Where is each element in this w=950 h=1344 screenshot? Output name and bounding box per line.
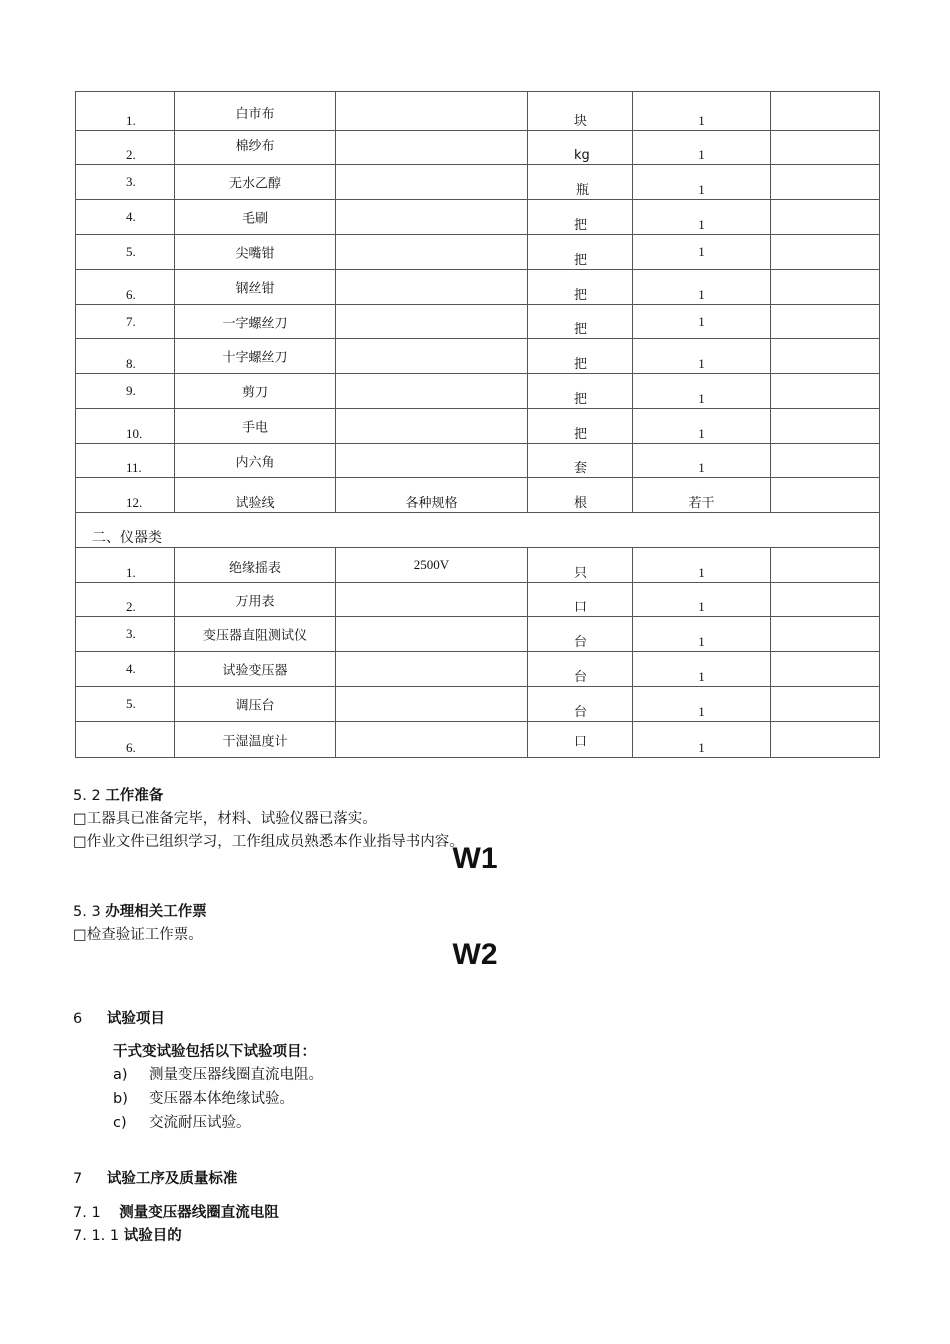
table-row — [76, 444, 880, 478]
item-unit: 台 — [574, 670, 588, 685]
item-name: 试验线 — [235, 496, 275, 511]
section-number: 5. 2 — [73, 788, 101, 804]
item-qty: 1 — [698, 565, 705, 580]
item-unit: 台 — [574, 705, 588, 720]
item-qty: 1 — [698, 391, 705, 406]
section-title: 二、仪器类 — [92, 530, 162, 546]
item-qty: 1 — [698, 669, 705, 684]
item-unit: 根 — [574, 496, 588, 511]
section-title: 办理相关工作票 — [105, 904, 207, 920]
item-qty: 1 — [698, 460, 705, 475]
section-title: 试验项目 — [106, 1011, 165, 1027]
section-heading-7 — [73, 1167, 237, 1188]
row-number: 1. — [126, 113, 136, 128]
table-section-row — [76, 513, 880, 548]
list-item — [113, 1087, 294, 1108]
test-items-intro: 干式变试验包括以下试验项目： — [113, 1044, 316, 1060]
section-title: 测量变压器线圈直流电阻 — [119, 1205, 279, 1221]
table-row — [76, 235, 880, 270]
row-number: 6. — [126, 287, 136, 302]
row-number: 9. — [126, 383, 136, 398]
section-heading-6 — [73, 1007, 165, 1028]
item-name: 毛刷 — [241, 211, 268, 227]
item-spec: 2500V — [413, 557, 450, 572]
checklist-item: □检查验证工作票。 — [73, 927, 203, 943]
item-qty: 1 — [698, 634, 705, 649]
row-number: 2. — [126, 599, 136, 614]
table-row — [76, 652, 880, 687]
row-number: 4. — [126, 209, 136, 224]
item-qty: 1 — [698, 217, 705, 232]
item-name: 棉纱布 — [235, 139, 275, 154]
list-text: 交流耐压试验。 — [149, 1115, 251, 1131]
item-name: 无水乙醇 — [228, 176, 281, 192]
checklist-item: □工器具已准备完毕，材料、试验仪器已落实。 — [73, 811, 377, 827]
list-item — [113, 1111, 251, 1132]
section-title: 试验目的 — [123, 1228, 182, 1244]
item-name: 变压器直阻测试仪 — [202, 628, 307, 644]
item-name: 绝缘摇表 — [228, 561, 281, 576]
witness-point-marker: W2 — [452, 938, 498, 971]
section-number: 7. 1 — [73, 1205, 101, 1221]
item-unit: 把 — [574, 427, 588, 442]
section-heading-7-1-1 — [73, 1224, 182, 1245]
list-item — [113, 1063, 323, 1084]
item-unit: 台 — [574, 635, 588, 650]
section-heading-7-1 — [73, 1201, 279, 1222]
section-title: 工作准备 — [105, 788, 164, 804]
item-name: 白市布 — [235, 107, 275, 122]
item-qty: 1 — [698, 313, 705, 329]
row-number: 10. — [126, 426, 143, 441]
section-title: 试验工序及质量标准 — [106, 1171, 238, 1187]
item-name: 一字螺丝刀 — [222, 316, 288, 331]
item-name: 万用表 — [235, 594, 275, 609]
item-name: 十字螺丝刀 — [222, 350, 288, 366]
list-text: 测量变压器线圈直流电阻。 — [149, 1067, 323, 1083]
row-number: 7. — [126, 313, 136, 329]
item-qty: 1 — [698, 287, 705, 302]
table-row — [76, 270, 880, 305]
list-label: b) — [113, 1091, 128, 1107]
tools-table — [75, 91, 880, 758]
item-name: 干湿温度计 — [222, 734, 288, 749]
list-text: 变压器本体绝缘试验。 — [149, 1091, 294, 1107]
item-name: 调压台 — [235, 698, 275, 714]
row-number: 11. — [126, 460, 142, 475]
list-label: a) — [113, 1067, 128, 1083]
section-number: 7. 1. 1 — [73, 1228, 120, 1244]
table-row — [76, 409, 880, 444]
item-qty: 1 — [698, 244, 705, 259]
witness-point-marker: W1 — [452, 842, 498, 875]
item-unit: 把 — [574, 322, 588, 337]
item-unit: 瓶 — [576, 183, 590, 198]
row-number: 3. — [126, 626, 136, 641]
list-label: c) — [113, 1115, 127, 1131]
row-number: 12. — [126, 495, 143, 510]
checklist-item: □作业文件已组织学习，工作组成员熟悉本作业指导书内容。 — [73, 834, 464, 850]
table-row — [76, 165, 880, 200]
item-qty: 1 — [698, 182, 705, 197]
row-number: 5. — [126, 696, 136, 711]
item-qty: 1 — [698, 740, 705, 755]
item-name: 手电 — [241, 420, 268, 436]
row-number: 5. — [126, 244, 136, 259]
item-unit: 套 — [574, 461, 588, 476]
row-number: 6. — [126, 740, 136, 755]
item-unit: 口 — [574, 600, 588, 615]
item-unit: 把 — [574, 357, 588, 372]
row-number: 4. — [126, 661, 136, 676]
item-qty: 1 — [698, 704, 705, 719]
row-number: 8. — [126, 356, 136, 371]
table-row — [76, 617, 880, 652]
table-row — [76, 687, 880, 722]
item-unit: 口 — [574, 734, 588, 749]
table-row — [76, 200, 880, 235]
row-number: 1. — [126, 565, 136, 580]
table-row — [76, 131, 880, 165]
section-heading-5-2 — [73, 784, 163, 805]
item-qty: 1 — [698, 599, 705, 614]
table-row — [76, 92, 880, 131]
section-number: 6 — [73, 1011, 83, 1027]
item-unit: 把 — [574, 392, 588, 407]
table-row — [76, 722, 880, 758]
section-heading-5-3 — [73, 900, 207, 921]
table-row — [76, 374, 880, 409]
table-row — [76, 583, 880, 617]
row-number: 3. — [126, 174, 136, 189]
table-row — [76, 478, 880, 513]
item-unit: 把 — [574, 218, 588, 233]
table-row — [76, 305, 880, 339]
item-unit: 块 — [574, 114, 588, 129]
item-unit: 把 — [574, 253, 588, 268]
item-name: 试验变压器 — [222, 663, 288, 679]
item-unit: 把 — [574, 288, 588, 303]
item-qty: 1 — [698, 147, 705, 162]
item-name: 剪刀 — [241, 385, 268, 401]
table-row — [76, 339, 880, 374]
row-number: 2. — [126, 147, 136, 162]
item-spec: 各种规格 — [405, 496, 458, 511]
section-number: 7 — [73, 1171, 83, 1187]
item-unit: kg — [574, 148, 590, 163]
item-qty: 1 — [698, 356, 705, 371]
item-name: 内六角 — [235, 455, 275, 470]
table-row — [76, 548, 880, 583]
item-qty: 1 — [698, 113, 705, 128]
item-name: 尖嘴钳 — [235, 246, 275, 262]
item-name: 钢丝钳 — [235, 281, 275, 297]
item-qty: 1 — [698, 426, 705, 441]
item-qty: 若干 — [688, 496, 715, 511]
section-number: 5. 3 — [73, 904, 101, 920]
item-unit: 只 — [574, 566, 588, 581]
